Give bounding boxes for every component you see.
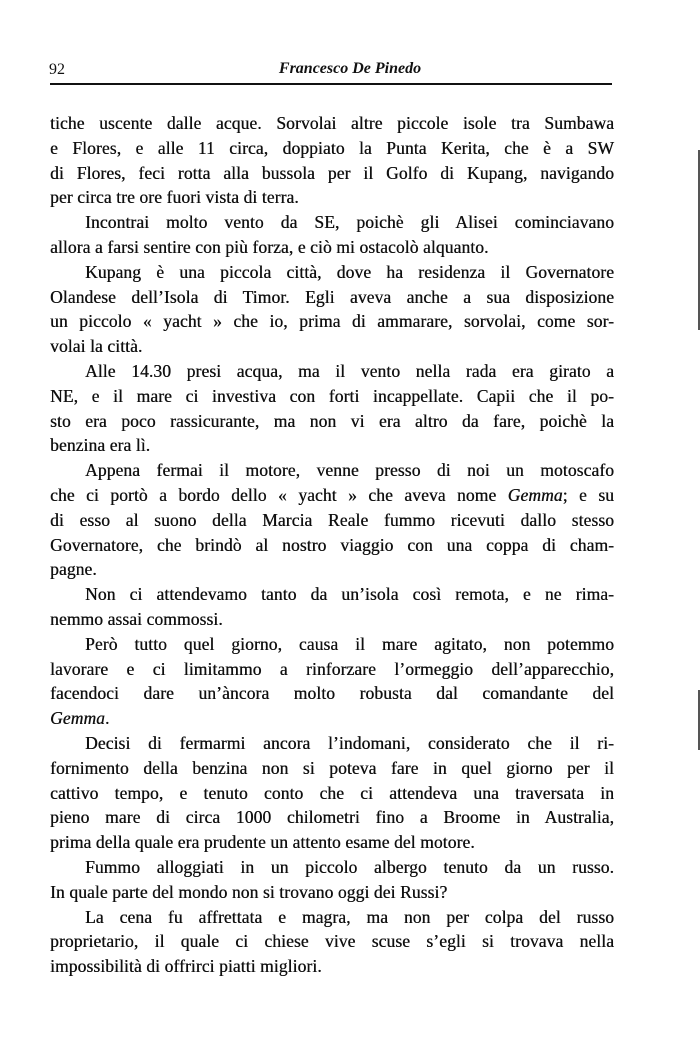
text-line [50,384,614,409]
text-segment: Gemma [50,708,105,729]
text-line [50,607,614,632]
text-line [50,905,614,930]
text-segment: . [104,708,110,729]
text-line [50,706,614,731]
text-line [50,830,614,855]
text-segment: volai la città. [50,336,143,357]
text-segment: Gemma [507,484,563,505]
text-line [50,136,614,161]
text-line [50,210,614,235]
text-segment: Kupang è una piccola città, dove ha residenza il Governatore [85,261,614,282]
text-line [50,309,614,334]
text-segment: Decisi di fermarmi ancora l’indomani, considerato che il ri- [85,732,614,753]
text-segment: impossibilità di offrirci piatti migliori. [50,956,322,977]
text-segment: Alle 14.30 presi acqua, ma il vento nella rada era girato a [85,360,614,381]
text-line [50,533,614,558]
text-line [50,433,614,458]
text-line [50,731,614,756]
text-segment: lavorare e ci limitammo a rinforzare l’ormeggio dell’apparecchio, [50,658,614,679]
running-header-title: Francesco De Pinedo [278,60,422,77]
text-segment: sto era poco rassicurante, ma non vi era altro da fare, poichè la [50,410,614,431]
text-line [50,880,614,905]
text-line [50,954,614,979]
text-line [50,632,614,657]
text-segment: pagne. [50,559,97,580]
text-segment: e Flores, e alle 11 circa, doppiato la Punta Kerita, che è a SW [50,137,614,158]
text-line [50,805,614,830]
text-line [50,557,614,582]
text-segment: fornimento della benzina non si poteva fare in quel giorno per il [50,757,614,778]
text-line [50,929,614,954]
text-segment: per circa tre ore fuori vista di terra. [50,187,299,208]
text-line [50,285,614,310]
text-segment: che ci portò a bordo dello « yacht » che aveva nome [50,484,508,505]
text-segment: pieno mare di circa 1000 chilometri fino a Broome in Australia, [50,807,614,828]
text-segment: La cena fu affrettata e magra, ma non per colpa del russo [85,906,614,927]
text-segment: proprietario, il quale ci chiese vive scuse s’egli si trovava nella [50,931,614,952]
text-line [50,235,614,260]
text-line [50,409,614,434]
page-number: 92 [49,61,65,78]
text-segment: tiche uscente dalle acque. Sorvolai altre piccole isole tra Sumbawa [50,113,614,133]
text-line [50,185,614,210]
text-segment: In quale parte del mondo non si trovano oggi dei Russi? [50,881,448,902]
body-text [50,111,614,979]
text-segment: Appena fermai il motore, venne presso di noi un motoscafo [85,460,614,481]
text-segment: facendoci dare un’àncora molto robusta dal comandante del [50,683,614,704]
text-segment: un piccolo « yacht » che io, prima di ammarare, sorvolai, come sor- [50,311,614,332]
text-line [50,508,614,533]
text-line [50,260,614,285]
text-segment: di Flores, feci rotta alla bussola per il Golfo di Kupang, navigando [50,162,614,183]
text-line [50,334,614,359]
text-segment: Incontrai molto vento da SE, poichè gli Alisei cominciavano [85,212,614,233]
text-segment: cattivo tempo, e tenuto conto che ci attendeva una traversata in [50,782,614,803]
text-line [50,681,614,706]
header-rule [50,83,612,85]
text-line [50,111,614,136]
text-segment: ; e su [562,484,614,505]
text-line [50,781,614,806]
text-line [50,657,614,682]
text-segment: nemmo assai commossi. [50,608,223,629]
text-line [50,359,614,384]
text-line [50,483,614,508]
text-segment: Olandese dell’Isola di Timor. Egli aveva anche a sua disposizione [50,286,614,307]
text-line [50,582,614,607]
text-segment: Però tutto quel giorno, causa il mare agitato, non potemmo [85,633,614,654]
text-line [50,855,614,880]
text-line [50,458,614,483]
text-segment: di esso al suono della Marcia Reale fummo ricevuti dallo stesso [50,509,614,530]
text-segment: prima della quale era prudente un attento esame del motore. [50,832,475,853]
text-line [50,756,614,781]
text-segment: NE, e il mare ci investiva con forti incappellate. Capii che il po- [50,385,614,406]
text-line [50,161,614,186]
text-segment: allora a farsi sentire con più forza, e ciò mi ostacolò alquanto. [50,236,489,257]
text-segment: benzina era lì. [50,435,151,456]
text-segment: Fummo alloggiati in un piccolo albergo tenuto da un russo. [85,856,614,877]
text-segment: Non ci attendevamo tanto da un’isola così remota, e ne rima- [85,584,614,605]
text-segment: Governatore, che brindò al nostro viaggio con una coppa di cham- [50,534,614,555]
